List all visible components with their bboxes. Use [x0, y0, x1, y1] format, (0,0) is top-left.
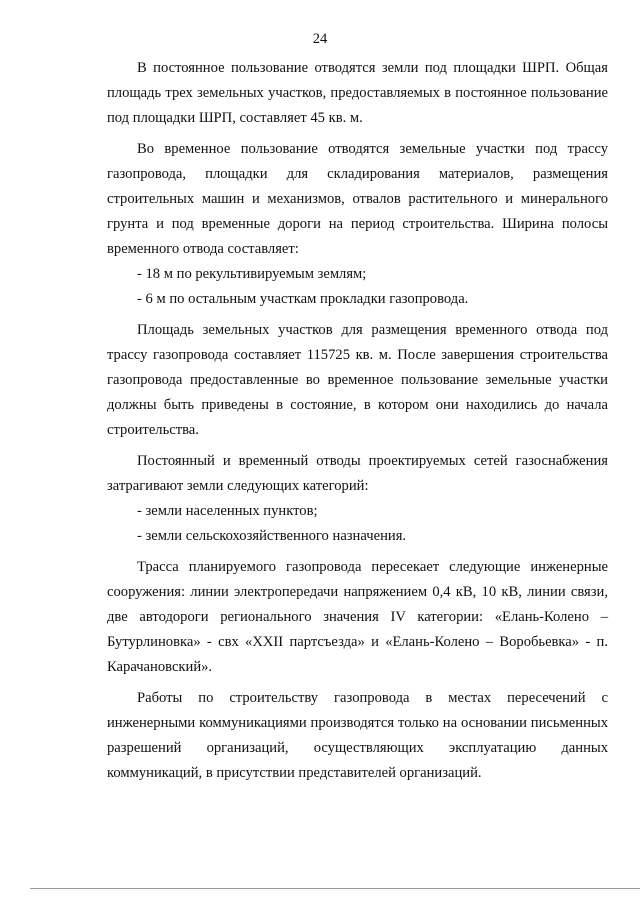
list-item: - земли сельскохозяйственного назначения. [137, 528, 407, 544]
paragraph-permissions: Работы по строительству газопровода в местах пересечений с инженерными коммуникациями производятся только на основании письменных разрешений организаций, осуществляющих эксплуатацию данных коммуникаций, в присутствии представителей организаций. [107, 690, 608, 781]
paragraph-crossings: Трасса планируемого газопровода пересекает следующие инженерные сооружения: линии электропередачи напряжением 0,4 кВ, 10 кВ, линии связи, две автодороги регионального значения IV категории: «Елань-Колено – Бутурлиновка» - свх «XXII партсъезда» и «Елань-Колено – Воробьевка» - п. Карачановский». [107, 559, 608, 675]
page-number: 24 [312, 31, 328, 47]
bottom-rule [30, 888, 640, 889]
list-item: - 18 м по рекультивируемым землям; [137, 266, 367, 282]
paragraph-permanent-use: В постоянное пользование отводятся земли под площадки ШРП. Общая площадь трех земельных участков, предоставляемых в постоянное пользование под площадки ШРП, составляет 45 кв. м. [107, 60, 608, 126]
page-content [107, 56, 608, 786]
paragraph-temporary-area: Площадь земельных участков для размещения временного отвода под трассу газопровода составляет 115725 кв. м. После завершения строительства газопровода предоставленные во временное пользование земельные участки должны быть приведены в состояние, в котором они находились до начала строительства. [107, 322, 608, 438]
list-item: - 6 м по остальным участкам прокладки газопровода. [137, 291, 469, 307]
paragraph-land-categories: Постоянный и временный отводы проектируемых сетей газоснабжения затрагивают земли следующих категорий: [107, 453, 608, 494]
paragraph-temporary-use: Во временное пользование отводятся земельные участки под трассу газопровода, площадки для складирования материалов, размещения строительных машин и механизмов, отвалов растительного и минерального грунта и под временные дороги на период строительства. Ширина полосы временного отвода составляет: [107, 141, 608, 257]
list-item: - земли населенных пунктов; [137, 503, 318, 519]
